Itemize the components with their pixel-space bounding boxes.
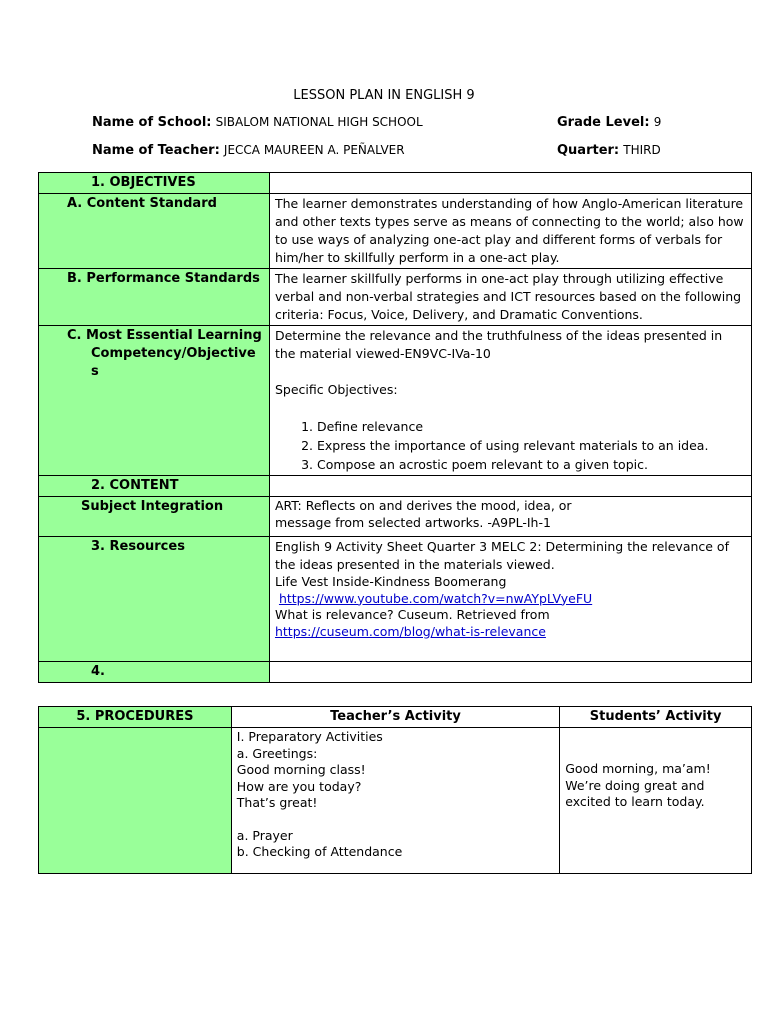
melc-line: Determine the relevance and the truthfulness of the ideas presented in — [274, 328, 723, 343]
teacher-line: a. Greetings: — [236, 745, 318, 761]
objectives-heading: 1. OBJECTIVES — [39, 173, 270, 194]
school-line — [92, 115, 423, 130]
melc-label-line: s — [91, 364, 99, 379]
cuseum-link[interactable]: https://cuseum.com/blog/what-is-relevance — [274, 623, 546, 639]
procedures-cell — [39, 728, 232, 874]
quarter-value: THIRD — [623, 143, 661, 157]
content-standard-text: The learner demonstrates understanding of how Anglo-American literature and other texts types serve as means of connecting to the world; also how to use ways of analyzing one-act play and different forms of verbals for him/her to skillfully perform in a one-act play. — [269, 194, 751, 269]
melc-label — [39, 326, 270, 476]
teacher-value: JECCA MAUREEN A. PEÑALVER — [223, 143, 405, 157]
table-row — [39, 194, 752, 269]
melc-line: the material viewed-EN9VC-IVa-10 — [274, 346, 491, 361]
content-heading: 2. CONTENT — [39, 476, 270, 497]
table-row — [39, 269, 752, 326]
list-item: 2. Express the importance of using relevant materials to an idea. — [317, 436, 746, 455]
objectives-list — [275, 417, 746, 474]
row-4-label: 4. — [39, 662, 270, 683]
specific-objectives-heading: Specific Objectives: — [274, 382, 398, 397]
table-row — [39, 728, 752, 874]
list-item: 1. Define relevance — [317, 417, 746, 436]
table-row — [39, 173, 752, 194]
subject-integration-label: Subject Integration — [39, 497, 270, 537]
grade-line — [557, 115, 661, 130]
melc-label-line: Competency/Objective — [91, 346, 256, 361]
table-row — [39, 707, 752, 728]
teacher-line: Good morning class! — [236, 762, 366, 777]
quarter-line — [557, 143, 661, 158]
table-row — [39, 497, 752, 537]
resource-line: the ideas presented in the materials viewed. — [274, 557, 555, 572]
subject-integration-text — [269, 497, 751, 537]
teacher-line — [237, 812, 554, 828]
youtube-link[interactable]: https://www.youtube.com/watch?v=nwAYpLVyeFU — [278, 590, 593, 606]
procedures-table — [38, 706, 752, 874]
table-row — [39, 476, 752, 497]
table-row — [39, 326, 752, 476]
students-activity-cell — [560, 728, 752, 874]
art-line: ART: Reflects on and derives the mood, idea, or — [274, 498, 572, 513]
teacher-label: Name of Teacher: — [92, 143, 220, 158]
table-row — [39, 662, 752, 683]
quarter-label: Quarter: — [557, 143, 620, 158]
teacher-activity-cell — [231, 728, 559, 874]
teacher-line: That’s great! — [236, 795, 318, 810]
melc-label-line: C. Most Essential Learning — [67, 328, 262, 343]
resources-text — [269, 537, 751, 662]
art-line: message from selected artworks. -A9PL-Ih-1 — [274, 514, 551, 530]
resource-line: Life Vest Inside-Kindness Boomerang — [274, 574, 507, 589]
teacher-line: b. Checking of Attendance — [236, 844, 403, 859]
procedures-heading: 5. PROCEDURES — [39, 707, 232, 728]
grade-label: Grade Level: — [557, 115, 650, 130]
teacher-line: I. Preparatory Activities — [236, 729, 383, 744]
list-item: 3. Compose an acrostic poem relevant to a given topic. — [317, 455, 746, 474]
teacher-line: How are you today? — [236, 778, 362, 794]
objectives-table — [38, 172, 752, 683]
table-row — [39, 537, 752, 662]
resource-line: What is relevance? Cuseum. Retrieved from — [274, 607, 550, 622]
students-activity-header: Students’ Activity — [560, 707, 752, 728]
student-line: excited to learn today. — [565, 794, 705, 809]
grade-value: 9 — [653, 115, 662, 129]
melc-text — [269, 326, 751, 476]
performance-standards-text: The learner skillfully performs in one-act play through utilizing effective verbal and non-verbal strategies and ICT resources based on the following criteria: Focus, Voice, Delivery, and Dramatic Conventions. — [269, 269, 751, 326]
resources-label: 3. Resources — [39, 537, 270, 662]
content-standard-label: A. Content Standard — [39, 194, 270, 269]
teacher-activity-header: Teacher’s Activity — [231, 707, 559, 728]
resource-line: English 9 Activity Sheet Quarter 3 MELC 2: Determining the relevance of — [274, 539, 729, 554]
school-value: SIBALOM NATIONAL HIGH SCHOOL — [215, 115, 423, 129]
student-line: Good morning, ma’am! — [565, 761, 711, 776]
performance-standards-label: B. Performance Standards — [39, 269, 270, 326]
teacher-line — [92, 143, 405, 158]
student-line: We’re doing great and — [565, 777, 705, 793]
school-label: Name of School: — [92, 115, 212, 130]
page-title: LESSON PLAN IN ENGLISH 9 — [293, 88, 475, 103]
teacher-line: a. Prayer — [236, 827, 293, 843]
